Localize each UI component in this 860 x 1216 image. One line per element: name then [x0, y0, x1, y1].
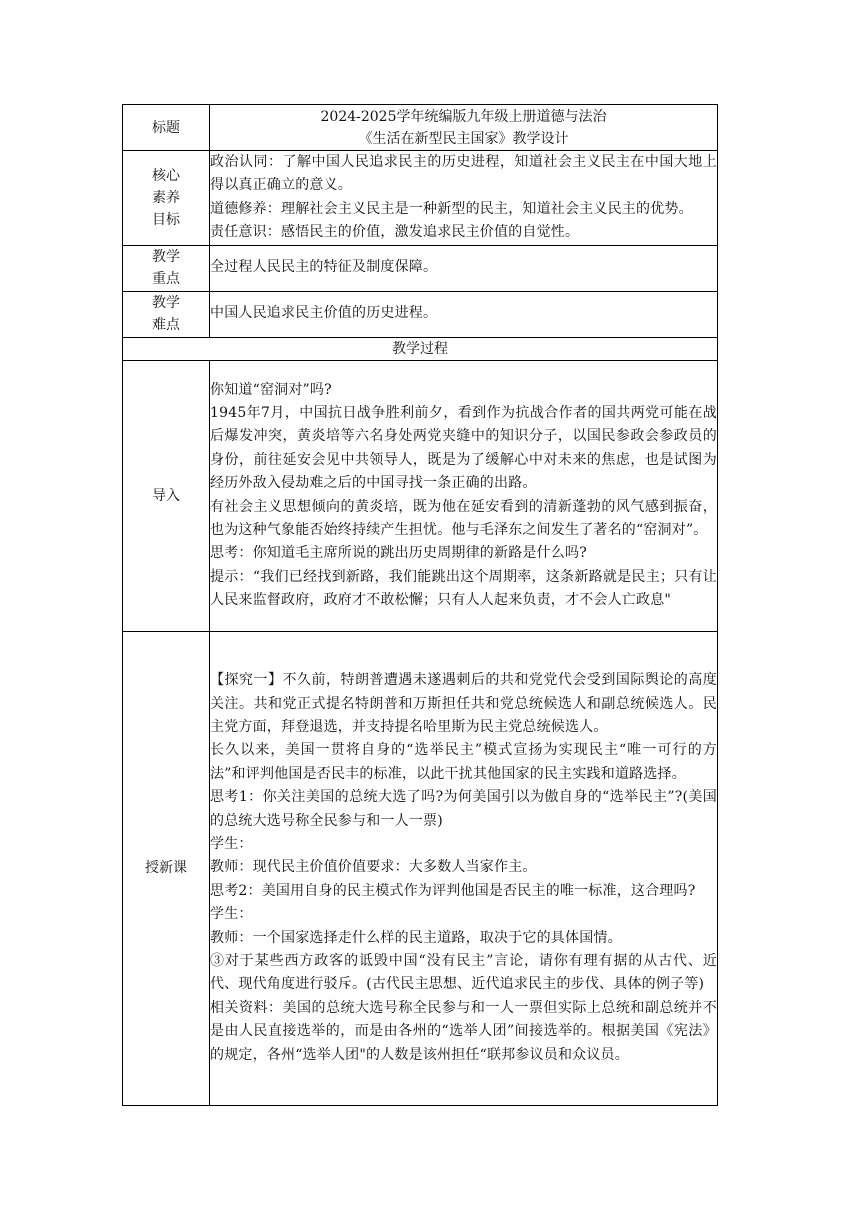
- paragraph: 政治认同：了解中国人民追求民主的历史进程，知道社会主义民主在中国大地上得以真正确立的意义。: [210, 154, 717, 194]
- process-header-row: [123, 337, 718, 360]
- paragraph: 教师：一个国家选择走什么样的民主道路，取决于它的具体国情。: [210, 929, 622, 946]
- paragraph: 思考2：美国用自身的民主模式作为评判他国是否民主的唯一标准，这合理吗?: [210, 882, 696, 899]
- label-line: 核心: [152, 167, 180, 184]
- label-line: 素养: [152, 189, 180, 206]
- paragraph: 学生：: [210, 836, 253, 853]
- new-lesson-label: 授新课: [123, 631, 210, 1105]
- title-line-2: 《生活在新型民主国家》教学设计: [358, 130, 569, 147]
- difficulty-content: 中国人民追求民主价值的历史进程。: [210, 291, 718, 337]
- paragraph: 1945年7月，中国抗日战争胜利前夕，看到作为抗战合作者的国共两党可能在战后爆发冲突，黄炎培等六名身处两党夹缝中的知识分子，以国民参政会参政员的身份，前往延安会见中共领导人，既是为了缓解心中对未来的焦虑，也是试图为经历外敌入侵劫难之后的中国寻找一条正确的出路。: [210, 405, 717, 492]
- label-line: 难点: [152, 317, 180, 334]
- label-line: 教学: [152, 295, 180, 312]
- key-point-content: 全过程人民民主的特征及制度保障。: [210, 245, 718, 291]
- lesson-plan-table: [122, 104, 718, 1106]
- paragraph: 思考：你知道毛主席所说的跳出历史周期律的新路是什么吗?: [210, 545, 587, 562]
- label-line: 重点: [152, 271, 180, 288]
- paragraph: 有社会主义思想倾向的黄炎培，既为他在延安看到的清新蓬勃的风气感到振奋，也为这种气象能否始终持续产生担忧。他与毛泽东之间发生了著名的“窑洞对”。: [210, 498, 717, 539]
- paragraph: 学生：: [210, 906, 253, 923]
- intro-row: [123, 360, 718, 631]
- title-label: 标题: [123, 105, 210, 151]
- label-line: 教学: [152, 249, 180, 266]
- label-line: 目标: [152, 211, 180, 228]
- title-row: [123, 105, 718, 151]
- paragraph: 【探究一】不久前，特朗普遭遇未遂遇刺后的共和党党代会受到国际舆论的高度关注。共和党正式提名特朗普和万斯担任共和党总统候选人和副总统候选人。民主党方面，拜登退选，并支持提名哈里斯为民主党总统候选人。: [210, 672, 717, 735]
- intro-content: [210, 360, 718, 631]
- new-lesson-row: [123, 631, 718, 1105]
- process-header: 教学过程: [123, 337, 718, 360]
- paragraph: 思考1：你关注美国的总统大选了吗?为何美国引以为傲自身的“选举民主”?(美国的总统大选号称全民参与和一人一票): [210, 789, 717, 829]
- difficulty-label: [123, 291, 210, 337]
- intro-label: 导入: [123, 360, 210, 631]
- paragraph: 提示：“我们已经找到新路，我们能跳出这个周期率，这条新路就是民主；只有让人民来监督政府，政府才不敢松懈；只有人人起来负责，才不会人亡政息": [210, 568, 717, 609]
- paragraph: 长久以来，美国一贯将自身的“选举民主”模式宣扬为实现民主“唯一可行的方法”和评判他国是否民丰的标准，以此干扰其他国家的民主实践和道路选择。: [210, 742, 717, 782]
- paragraph: 相关资料：美国的总统大选号称全民参与和一人一票但实际上总统和副总统并不是由人民直接选举的，而是由各州的“选举人团”间接选举的。根据美国《宪法》的规定，各州“选举人团"的人数是该州担任“联邦参议员和众议员。: [210, 999, 717, 1063]
- key-point-label: [123, 245, 210, 291]
- core-literacy-row: [123, 151, 718, 246]
- paragraph: 你知道“窑洞对”吗?: [210, 381, 332, 398]
- document-title: [210, 105, 718, 151]
- core-literacy-content: [210, 151, 718, 246]
- paragraph: 教师：现代民主价值价值要求：大多数人当家作主。: [210, 859, 537, 876]
- paragraph: 责任意识：感悟民主的价值，激发追求民主价值的自觉性。: [210, 224, 580, 241]
- paragraph: ③对于某些西方政客的诋毁中国“没有民主”言论，请你有理有据的从古代、近代、现代角度进行驳斥。(古代民主思想、近代追求民主的步伐、具体的例子等): [210, 953, 717, 993]
- title-line-1: 2024-2025学年统编版九年级上册道德与法治: [320, 108, 607, 125]
- paragraph: 道德修养：理解社会主义民主是一种新型的民主，知道社会主义民主的优势。: [210, 200, 693, 217]
- core-literacy-label: [123, 151, 210, 246]
- new-lesson-content: [210, 631, 718, 1105]
- key-point-row: [123, 245, 718, 291]
- difficulty-row: [123, 291, 718, 337]
